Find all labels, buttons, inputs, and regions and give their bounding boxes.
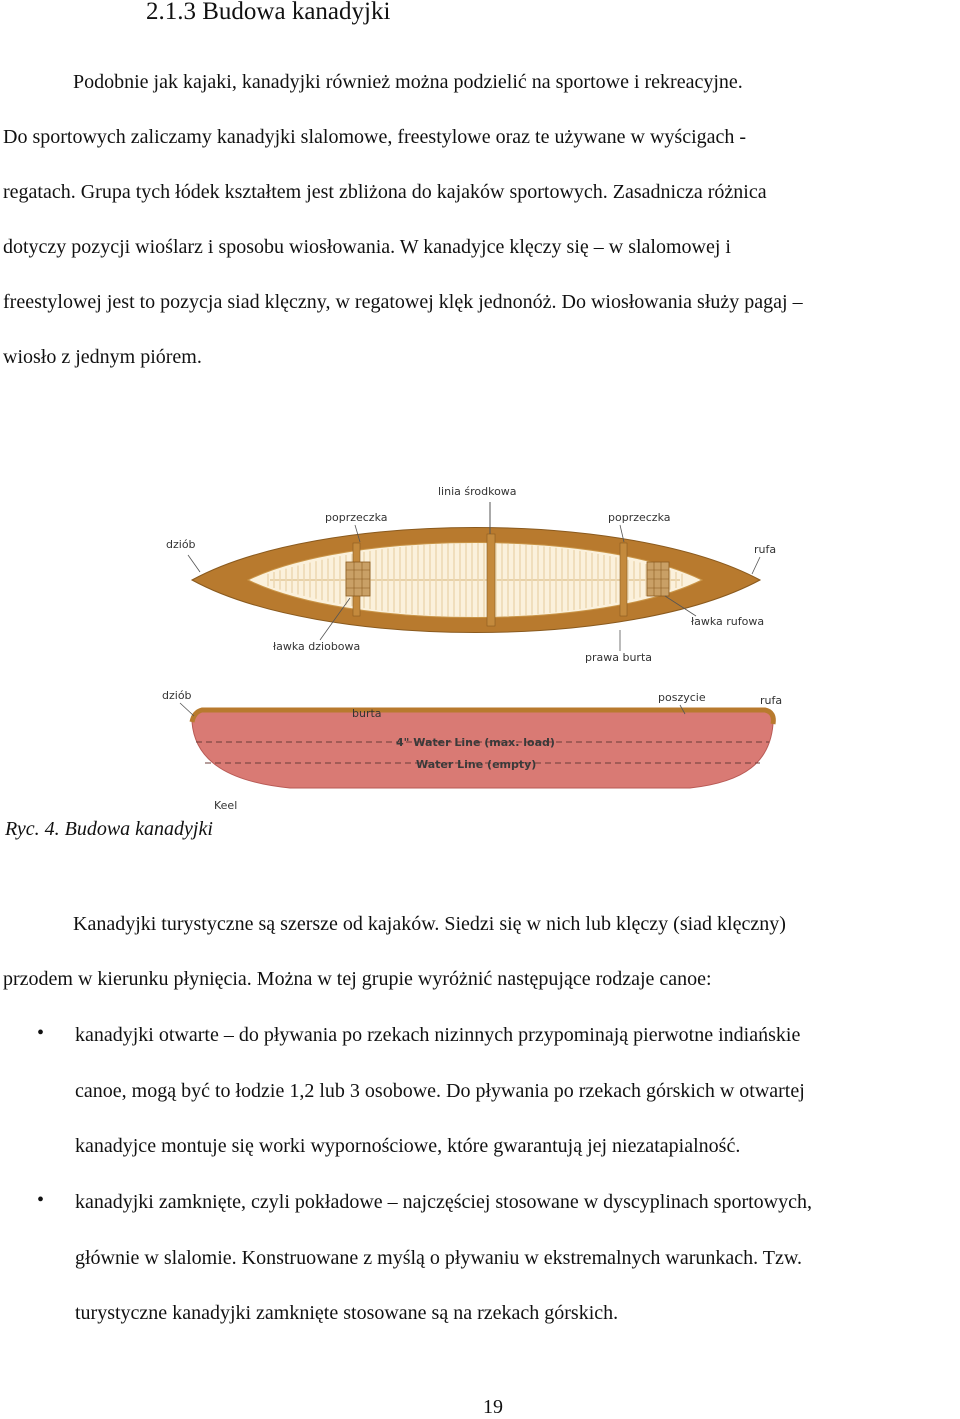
bullet-marker: •: [37, 1189, 45, 1211]
label-thwart-right: poprzeczka: [608, 511, 671, 524]
canoe-side-hull: [192, 710, 773, 788]
intro-paragraph: [3, 55, 960, 385]
list-item-line: kanadyjki zamknięte, czyli pokładowe – najczęściej stosowane w dyscyplinach sportowych,: [75, 1191, 812, 1213]
touring-paragraph: [3, 897, 960, 1007]
paragraph-line: Do sportowych zaliczamy kanadyjki slalomowe, freestylowe oraz te używane w wyścigach -: [3, 126, 747, 148]
canoe-diagram: [150, 480, 800, 820]
page-number: 19: [483, 1396, 503, 1418]
list-item-line: głównie w slalomie. Konstruowane z myślą o pływaniu w ekstremalnych warunkach. Tzw.: [75, 1246, 803, 1269]
paragraph-line: Podobnie jak kajaki, kanadyjki również można podzielić na sportowe i rekreacyjne.: [73, 71, 743, 93]
section-heading: 2.1.3 Budowa kanadyjki: [146, 0, 391, 25]
label-bow-top: dziób: [166, 538, 196, 551]
label-right-gunwale: prawa burta: [585, 651, 653, 664]
paragraph-line: wiosło z jednym piórem.: [3, 346, 202, 368]
paragraph-line: freestylowej jest to pozycja siad klęczny, w regatowej klęk jednonóż. Do wiosłowania służy pagaj –: [3, 291, 803, 313]
list-item-line: turystyczne kanadyjki zamknięte stosowane są na rzekach górskich.: [75, 1302, 619, 1324]
bullet-marker: •: [37, 1022, 45, 1044]
thwart-center: [487, 534, 495, 626]
list-item-line: kanadyjce montuje się worki wypornościowe, które gwarantują jej niezatapialność.: [75, 1135, 741, 1157]
thwart-right: [620, 543, 627, 616]
label-keel: Keel: [214, 799, 238, 812]
list-item-line: kanadyjki otwarte – do pływania po rzekach nizinnych przypominają pierwotne indiańskie: [75, 1024, 801, 1046]
label-stern-top: rufa: [754, 543, 777, 556]
label-deck: poszycie: [658, 691, 706, 704]
label-bow-seat: ławka dziobowa: [273, 640, 361, 653]
label-side: burta: [352, 707, 382, 720]
label-centerline: linia środkowa: [438, 485, 517, 498]
label-waterline-max: 4" Water Line (max. load): [396, 736, 555, 749]
label-stern-side: rufa: [760, 694, 783, 707]
paragraph-line: Kanadyjki turystyczne są szersze od kajaków. Siedzi się w nich lub klęczy (siad klęczny): [73, 913, 786, 935]
figure-caption: Ryc. 4. Budowa kanadyjki: [5, 818, 213, 840]
paragraph-line: dotyczy pozycji wioślarz i sposobu wiosłowania. W kanadyjce klęczy się – w slalomowej i: [3, 236, 731, 258]
paragraph-line: regatach. Grupa tych łódek kształtem jest zbliżona do kajaków sportowych. Zasadnicza różnica: [3, 181, 767, 203]
label-waterline-empty: Water Line (empty): [416, 758, 537, 771]
label-bow-side: dziób: [162, 689, 192, 702]
list-item-open-canoe: [75, 1008, 805, 1175]
list-item-line: canoe, mogą być to łodzie 1,2 lub 3 osobowe. Do pływania po rzekach górskich w otwartej: [75, 1079, 805, 1102]
list-item-closed-canoe: [75, 1175, 812, 1342]
label-stern-seat: ławka rufowa: [691, 615, 765, 628]
paragraph-line: przodem w kierunku płynięcia. Można w tej grupie wyróżnić następujące rodzaje canoe:: [3, 968, 712, 990]
label-thwart-left: poprzeczka: [325, 511, 388, 524]
